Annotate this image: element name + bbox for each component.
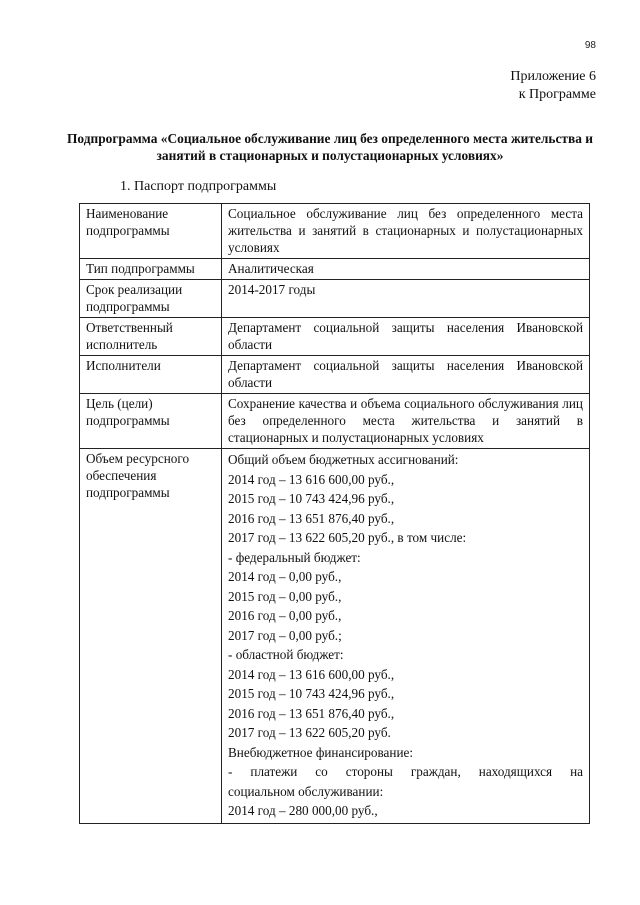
- funding-line: 2017 год – 13 622 605,20 руб.: [228, 725, 391, 740]
- passport-table: [79, 203, 590, 824]
- row-value: Департамент социальной защиты населения Ивановской области: [222, 356, 590, 394]
- table-row: [80, 449, 590, 824]
- page-number: 98: [584, 40, 596, 51]
- funding-line: 2015 год – 0,00 руб.,: [228, 588, 342, 604]
- row-value: Социальное обслуживание лиц без определенного места жительства и занятий в стационарных и полустационарных условиях: [222, 204, 590, 259]
- funding-line: 2014 год – 0,00 руб.,: [228, 569, 342, 584]
- section-heading: 1. Паспорт подпрограммы: [120, 179, 277, 194]
- row-value: 2014-2017 годы: [222, 280, 590, 318]
- row-value: Департамент социальной защиты населения Ивановской области: [222, 318, 590, 356]
- funding-line: 2016 год – 13 651 876,40 руб.,: [228, 510, 395, 526]
- funding-line: 2017 год – 0,00 руб.;: [228, 627, 342, 643]
- funding-line: социальном обслуживании:: [228, 783, 384, 799]
- funding-line: - областной бюджет:: [228, 647, 344, 662]
- funding-line: 2015 год – 10 743 424,96 руб.,: [228, 686, 395, 701]
- funding-line: 2016 год – 13 651 876,40 руб.,: [228, 705, 395, 721]
- funding-line: 2017 год – 13 622 605,20 руб., в том числе:: [228, 530, 467, 545]
- row-label: Цель (цели) подпрограммы: [80, 394, 222, 449]
- row-label: Ответственный исполнитель: [80, 318, 222, 356]
- row-label: Исполнители: [80, 356, 222, 394]
- funding-line: 2016 год – 0,00 руб.,: [228, 608, 342, 623]
- funding-line: Общий объем бюджетных ассигнований:: [228, 452, 459, 467]
- table-row: [80, 204, 590, 259]
- subprogram-title: Подпрограмма «Социальное обслуживание лиц без определенного места жительства и занятий в стационарных и полустационарных условиях»: [66, 131, 593, 163]
- table-row: [80, 318, 590, 356]
- row-label: Объем ресурсного обеспечения подпрограммы: [80, 449, 222, 824]
- funding-line: 2015 год – 10 743 424,96 руб.,: [228, 491, 395, 506]
- row-value: Аналитическая: [222, 259, 590, 280]
- row-label: Тип подпрограммы: [80, 259, 222, 280]
- appendix-label: [510, 68, 596, 104]
- funding-line: Внебюджетное финансирование:: [228, 744, 414, 760]
- table-row: [80, 394, 590, 449]
- row-label: Срок реализации подпрограммы: [80, 280, 222, 318]
- table-row: [80, 280, 590, 318]
- funding-line: - федеральный бюджет:: [228, 549, 361, 565]
- funding-line: - платежи со стороны граждан, находящихся на: [228, 764, 583, 779]
- funding-value: [222, 449, 590, 824]
- row-label: Наименование подпрограммы: [80, 204, 222, 259]
- table-row: [80, 356, 590, 394]
- funding-line: 2014 год – 280 000,00 руб.,: [228, 803, 378, 818]
- funding-line: 2014 год – 13 616 600,00 руб.,: [228, 666, 395, 682]
- funding-line: 2014 год – 13 616 600,00 руб.,: [228, 471, 395, 487]
- table-row: [80, 259, 590, 280]
- row-value: Сохранение качества и объема социального обслуживания лиц без определенного места жительства и занятий в стационарных и полустационарных условиях: [222, 394, 590, 449]
- appendix-line-1: Приложение 6: [510, 69, 596, 84]
- appendix-line-2: к Программе: [518, 87, 596, 102]
